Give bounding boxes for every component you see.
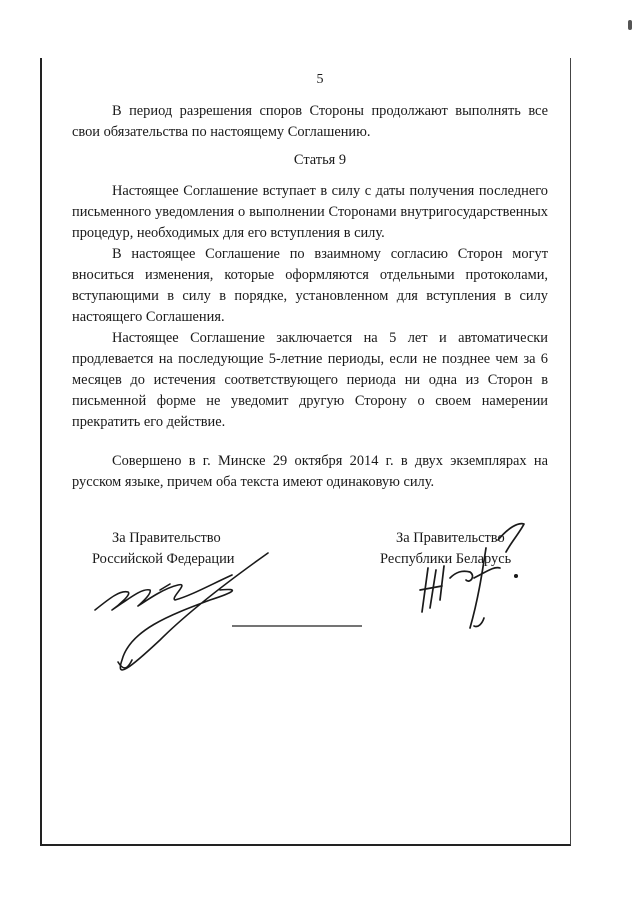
- paragraph-entry-into-force: Настоящее Соглашение вступает в силу с даты получения последнего письменного уведомления о выполнении Сторонами внутригосударственных процедур, необходимых для его вступления в силу.: [72, 183, 548, 241]
- signature-title-line2: Российской Федерации: [92, 551, 235, 567]
- paragraph-duration: Настоящее Соглашение заключается на 5 лет и автоматически продлевается на последующие 5-летние периоды, если не позднее чем за 6 месяцев до истечения соответствующего периода ни одна из Сторон в письменной форме не уведомит другую Сторону о своем намерении прекратить его действие.: [72, 330, 548, 430]
- signature-russia-mark: [95, 553, 268, 670]
- signature-belarus-mark: [420, 524, 524, 628]
- signature-title-line2: Республики Беларусь: [380, 551, 512, 567]
- signature-title-line1: За Правительство: [112, 530, 221, 546]
- paragraph-text: В период разрешения споров Стороны продолжают выполнять все свои обязательства по настоящему Соглашению.: [72, 103, 548, 140]
- article-heading: Статья 9: [293, 152, 347, 168]
- paragraph-amendments: В настоящее Соглашение по взаимному согласию Сторон могут вноситься изменения, которые оформляются отдельными протоколами, вступающими в силу в порядке, установленном для вступления в силу настоящего Соглашения.: [72, 246, 548, 325]
- paragraph-text: Совершено в г. Минске 29 октября 2014 г. в двух экземплярах на русском языке, причем оба текста имеют одинаковую силу.: [72, 453, 548, 490]
- page-number: 5: [316, 72, 324, 87]
- signature-title-line1: За Правительство: [396, 530, 505, 546]
